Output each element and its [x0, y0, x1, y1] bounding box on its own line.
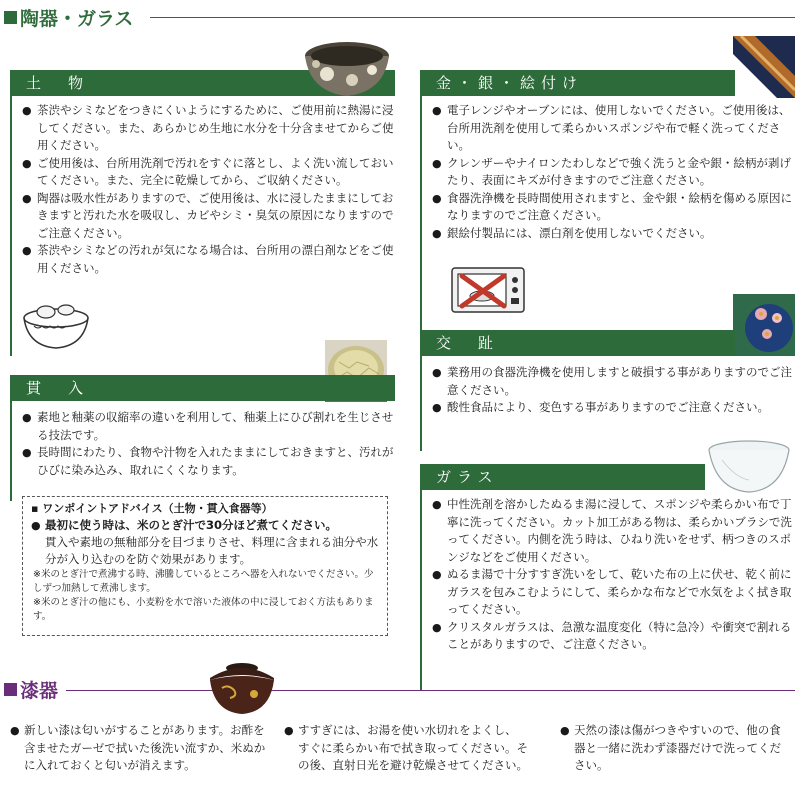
lacquer-col-1: ● 新しい漆は匂いがすることがあります。お酢を含ませたガーゼで拭いた後洗い流すか、米ぬかに入れておくと匂いが消えます。	[10, 722, 268, 775]
earthenware-header-text: 土 物	[26, 74, 90, 92]
advice-box	[22, 496, 388, 636]
kannyu-header-text: 貫 入	[26, 379, 90, 397]
kochi-side-line	[420, 356, 422, 451]
gold-side-line	[420, 96, 422, 341]
kochi-list	[432, 364, 792, 417]
list-item: ● 中性洗剤を溶かしたぬるま湯に浸して、スポンジや柔らかい布で丁寧に洗ってください。カット加工がある物は、柔らかいブラシで洗ってください。内側を洗う時は、ひねり洗いをせず、柄つきのスポンジなどをご使用ください。	[432, 496, 792, 566]
glass-header-text: ガラス	[436, 468, 499, 486]
glass-side-line	[420, 490, 422, 690]
list-item: ● クレンザーやナイロンたわしなどで強く洗うと金や銀・絵柄が剥げたり、表面にキズが付きますのでご注意ください。	[432, 155, 792, 190]
lacquer-col-3: ● 天然の漆は傷がつきやすいので、他の食器と一緒に洗わず漆器だけで洗ってください。	[560, 722, 792, 775]
advice-main-rest: 貫入や素地の無釉部分を目づまりさせ、料理に含まれる油分や水分が入り込むのを防ぐ効果があります。	[45, 535, 379, 566]
list-item: ● 酸性食品により、変色する事がありますのでご注意ください。	[432, 399, 792, 417]
glass-section	[420, 464, 792, 690]
advice-main-lead: 最初に使う時は、米のとぎ汁で30分ほど煮てください。	[45, 518, 338, 532]
lacquer-title-rule	[66, 690, 795, 691]
kochi-header	[420, 330, 735, 356]
kannyu-header	[10, 375, 395, 401]
list-item: ● クリスタルガラスは、急激な温度変化（特に急冷）や衝突で割れることがありますので、ご注意ください。	[432, 619, 792, 654]
list-item: ● 電子レンジやオーブンには、使用しないでください。ご使用後は、台所用洗剤を使用して柔らかいスポンジや布で軽く洗ってください。	[432, 102, 792, 155]
list-item: ● ぬるま湯で十分すすぎ洗いをして、乾いた布の上に伏せ、乾く前にガラスを包みこむようにして、柔らかな布などで水気をよく拭き取ってください。	[432, 566, 792, 619]
list-item: ● 茶渋やシミなどの汚れが気になる場合は、台所用の漂白剤などをご使用ください。	[22, 242, 395, 277]
lacquer-title-text: 漆器	[20, 680, 59, 702]
list-item: ● 食器洗浄機を長時間使用されますと、金や銀・絵柄を傷める原因になりますのでご注意ください。	[432, 190, 792, 225]
ceramics-title-rule	[150, 17, 795, 18]
list-item: ● 茶渋やシミなどをつきにくいようにするために、ご使用前に熱湯に浸してください。また、あらかじめ生地に水分を十分含ませてからご使用ください。	[22, 102, 395, 155]
glass-list	[432, 496, 792, 654]
gold-header-text: 金・銀・絵付け	[436, 74, 584, 92]
gold-header	[420, 70, 735, 96]
lacquer-bowl-photo	[204, 658, 280, 718]
lacquer-title	[4, 676, 58, 703]
kochi-section	[420, 330, 792, 451]
list-item: ● ご使用後は、台所用洗剤で汚れをすぐに落とし、よく洗い流しておいてください。また、完全に乾燥してから、ご収納ください。	[22, 155, 395, 190]
list-item: ● 長時間にわたり、食物や汁物を入れたままにしておきますと、汚れがひびに染み込み、取れにくくなります。	[22, 444, 395, 479]
advice-title-text: ワンポイントアドバイス（土物・貫入食器等）	[42, 502, 273, 515]
advice-note-1: ※米のとぎ汁で煮沸する時、沸騰しているところへ器を入れないでください。少しずつ加熱して煮沸します。	[33, 569, 374, 594]
ceramics-title	[4, 4, 133, 31]
kannyu-list	[22, 409, 395, 479]
microwave-no-icon	[448, 262, 528, 318]
list-item: ● 陶器は吸水性がありますので、ご使用後は、水に浸したままにしておきますと汚れた水を吸収し、カビやシミ・臭気の原因になりますのでご注意ください。	[22, 190, 395, 243]
lacquer-col-2: ● すすぎには、お湯を使い水切れをよくし、すぐに柔らかい布で拭き取ってください。その後、直射日光を避け乾燥させてください。	[284, 722, 528, 775]
gold-list	[432, 102, 792, 242]
kochi-header-text: 交 趾	[436, 334, 500, 352]
earthenware-side-line	[10, 96, 12, 356]
kannyu-section	[10, 375, 395, 501]
kannyu-side-line	[10, 401, 12, 501]
title-square-icon	[4, 11, 17, 24]
glass-header	[420, 464, 705, 490]
list-item: ● 素地と釉薬の収縮率の違いを利用して、釉薬上にひび割れを生じさせる技法です。	[22, 409, 395, 444]
earthenware-list	[22, 102, 395, 277]
washing-bowl-illustration	[20, 296, 92, 350]
advice-main	[31, 517, 379, 568]
bowl-photo	[302, 34, 392, 98]
advice-note-2: ※米のとぎ汁の他にも、小麦粉を水で溶いた液体の中に浸しておく方法もあります。	[33, 597, 374, 622]
list-item: ● 業務用の食器洗浄機を使用しますと破損する事がありますのでご注意ください。	[432, 364, 792, 399]
title-square-icon	[4, 683, 17, 696]
advice-title: ▪ ワンポイントアドバイス（土物・貫入食器等）	[31, 502, 273, 515]
ceramics-title-text: 陶器・ガラス	[20, 8, 134, 30]
list-item: ● 銀絵付製品には、漂白剤を使用しないでください。	[432, 225, 792, 243]
